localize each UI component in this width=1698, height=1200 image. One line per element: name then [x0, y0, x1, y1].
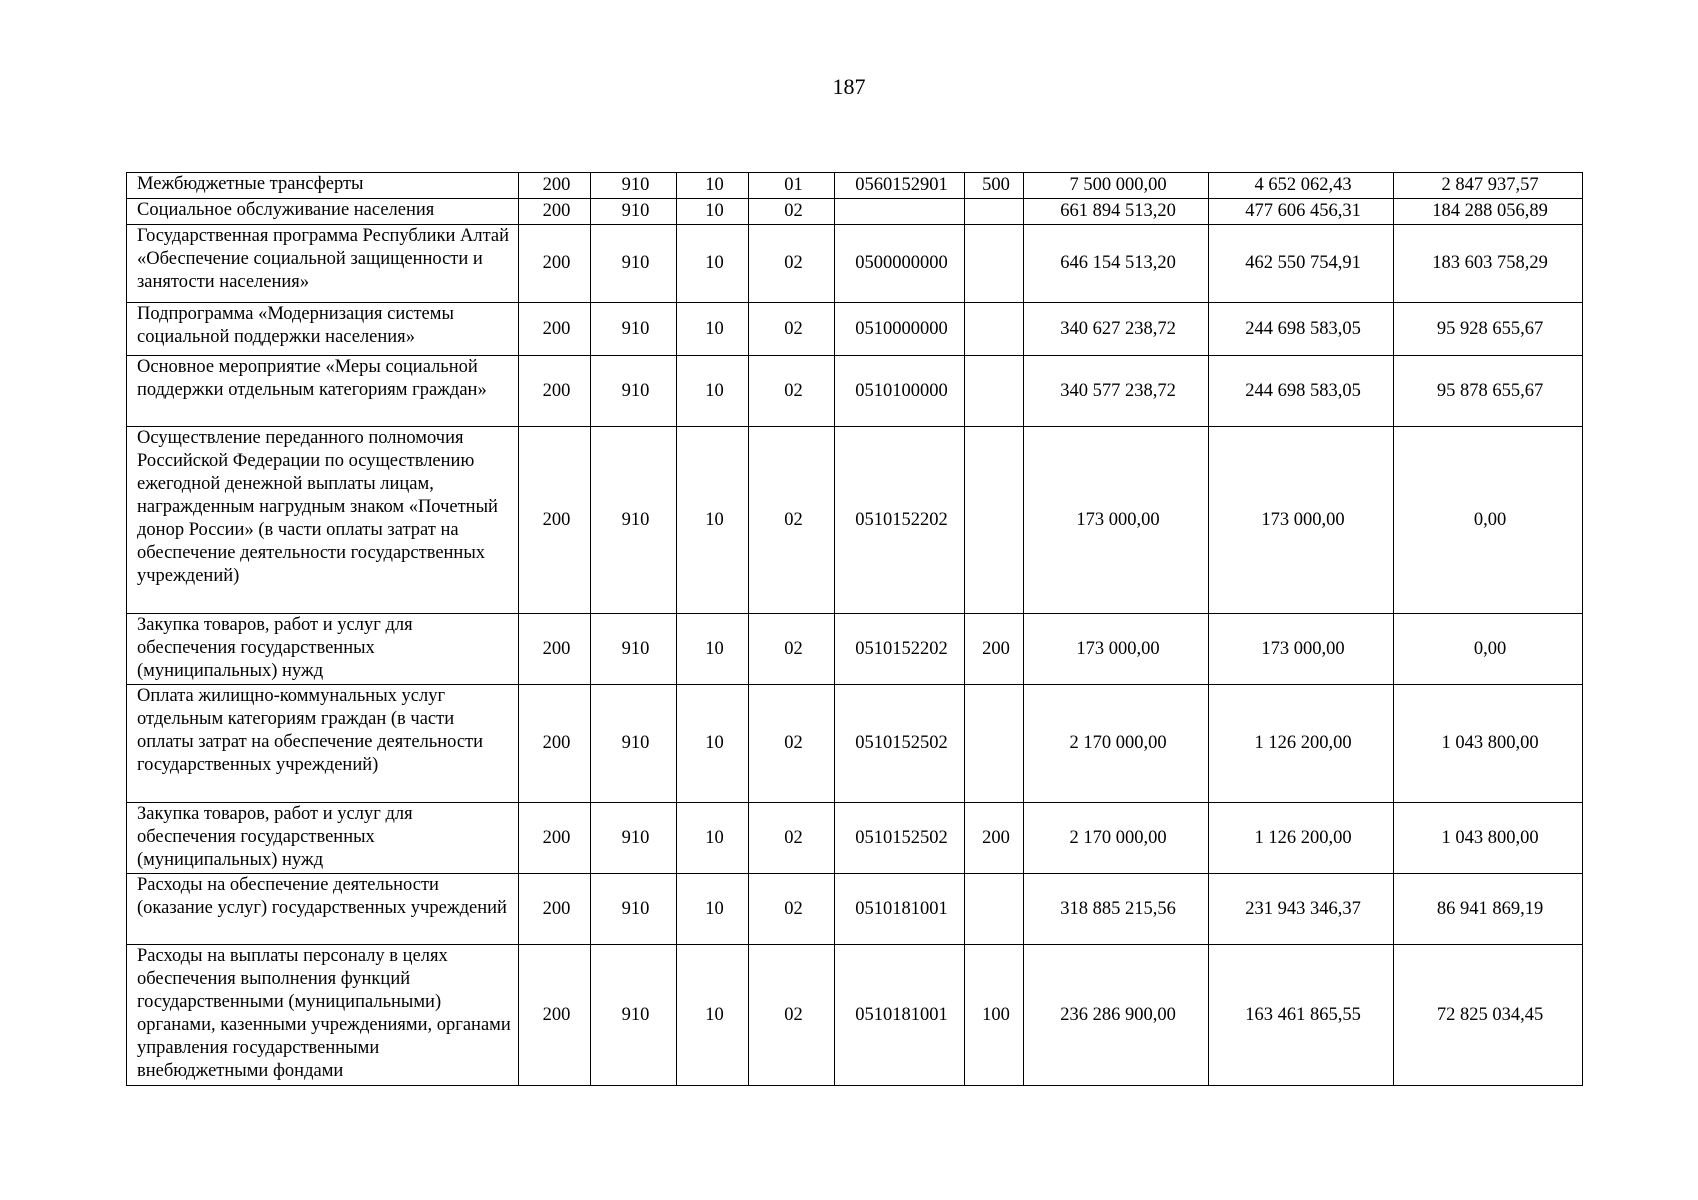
row-name: Осуществление переданного полномочия Российской Федерации по осуществлению ежегодной денежной выплаты лицам, награжденным нагрудным знаком «Почетный донор России» (в части оплаты затрат на обеспечение деятельности государственных учреждений): [127, 427, 519, 614]
cell-code-4: 02: [749, 614, 835, 685]
cell-value-3: 95 928 655,67: [1394, 303, 1583, 356]
cell-value-1: 661 894 513,20: [1024, 199, 1209, 225]
cell-value-2: 244 698 583,05: [1209, 303, 1394, 356]
cell-code-6: [965, 427, 1024, 614]
cell-value-1: 340 577 238,72: [1024, 356, 1209, 427]
cell-code-2: 910: [591, 685, 677, 803]
table-row: [127, 874, 1583, 945]
cell-code-1: 200: [519, 427, 591, 614]
cell-code-5: 0510100000: [835, 356, 965, 427]
cell-code-6: [965, 303, 1024, 356]
cell-code-6: [965, 874, 1024, 945]
table-row: [127, 685, 1583, 803]
cell-value-3: 86 941 869,19: [1394, 874, 1583, 945]
page-number: 187: [832, 74, 866, 99]
cell-value-3: 2 847 937,57: [1394, 173, 1583, 199]
cell-value-3: 184 288 056,89: [1394, 199, 1583, 225]
cell-value-1: 236 286 900,00: [1024, 945, 1209, 1086]
cell-code-3: 10: [677, 945, 749, 1086]
cell-code-2: 910: [591, 303, 677, 356]
row-name: Оплата жилищно-коммунальных услуг отдельным категориям граждан (в части оплаты затрат на обеспечение деятельности государственных учреждений): [127, 685, 519, 803]
cell-code-2: 910: [591, 803, 677, 874]
cell-code-3: 10: [677, 199, 749, 225]
cell-code-4: 02: [749, 356, 835, 427]
cell-value-2: 231 943 346,37: [1209, 874, 1394, 945]
cell-code-4: 02: [749, 199, 835, 225]
cell-code-5: 0510152202: [835, 427, 965, 614]
cell-value-2: 462 550 754,91: [1209, 225, 1394, 303]
cell-code-2: 910: [591, 945, 677, 1086]
cell-code-5: [835, 199, 965, 225]
cell-value-3: 0,00: [1394, 427, 1583, 614]
cell-value-1: 173 000,00: [1024, 614, 1209, 685]
cell-code-1: 200: [519, 225, 591, 303]
row-name: Социальное обслуживание населения: [127, 199, 519, 225]
cell-code-6: 200: [965, 614, 1024, 685]
cell-code-4: 02: [749, 685, 835, 803]
cell-code-4: 02: [749, 874, 835, 945]
table-row: [127, 173, 1583, 199]
cell-code-2: 910: [591, 427, 677, 614]
cell-code-1: 200: [519, 685, 591, 803]
table-row: [127, 427, 1583, 614]
cell-code-1: 200: [519, 614, 591, 685]
cell-code-5: 0510000000: [835, 303, 965, 356]
cell-code-3: 10: [677, 303, 749, 356]
cell-value-3: 1 043 800,00: [1394, 685, 1583, 803]
cell-code-5: 0500000000: [835, 225, 965, 303]
row-name: Расходы на обеспечение деятельности (оказание услуг) государственных учреждений: [127, 874, 519, 945]
cell-code-6: [965, 199, 1024, 225]
cell-code-3: 10: [677, 685, 749, 803]
budget-table: [126, 172, 1583, 1086]
cell-value-1: 7 500 000,00: [1024, 173, 1209, 199]
row-name: Закупка товаров, работ и услуг для обеспечения государственных (муниципальных) нужд: [127, 614, 519, 685]
cell-code-1: 200: [519, 874, 591, 945]
cell-value-2: 173 000,00: [1209, 427, 1394, 614]
cell-code-6: 100: [965, 945, 1024, 1086]
cell-code-4: 02: [749, 945, 835, 1086]
cell-value-1: 318 885 215,56: [1024, 874, 1209, 945]
table-row: [127, 225, 1583, 303]
cell-code-6: [965, 225, 1024, 303]
cell-value-1: 173 000,00: [1024, 427, 1209, 614]
cell-value-3: 72 825 034,45: [1394, 945, 1583, 1086]
cell-value-2: 1 126 200,00: [1209, 803, 1394, 874]
row-name: Закупка товаров, работ и услуг для обеспечения государственных (муниципальных) нужд: [127, 803, 519, 874]
cell-code-4: 02: [749, 427, 835, 614]
row-name: Подпрограмма «Модернизация системы социальной поддержки населения»: [127, 303, 519, 356]
cell-value-2: 163 461 865,55: [1209, 945, 1394, 1086]
cell-code-3: 10: [677, 225, 749, 303]
cell-value-2: 4 652 062,43: [1209, 173, 1394, 199]
cell-code-1: 200: [519, 803, 591, 874]
cell-value-2: 477 606 456,31: [1209, 199, 1394, 225]
cell-value-1: 646 154 513,20: [1024, 225, 1209, 303]
cell-code-3: 10: [677, 173, 749, 199]
cell-code-4: 02: [749, 303, 835, 356]
cell-code-3: 10: [677, 356, 749, 427]
cell-code-2: 910: [591, 356, 677, 427]
cell-value-2: 173 000,00: [1209, 614, 1394, 685]
table-row: [127, 356, 1583, 427]
row-name: Расходы на выплаты персоналу в целях обеспечения выполнения функций государственными (муниципальными) органами, казенными учреждениями, органами управления государственными внебюджетными фондами: [127, 945, 519, 1086]
cell-code-4: 02: [749, 803, 835, 874]
cell-code-6: [965, 356, 1024, 427]
cell-code-1: 200: [519, 303, 591, 356]
cell-code-6: [965, 685, 1024, 803]
cell-code-5: 0510152502: [835, 685, 965, 803]
cell-value-3: 1 043 800,00: [1394, 803, 1583, 874]
table-row: [127, 199, 1583, 225]
cell-code-2: 910: [591, 173, 677, 199]
cell-value-1: 2 170 000,00: [1024, 803, 1209, 874]
cell-code-5: 0510181001: [835, 874, 965, 945]
cell-code-3: 10: [677, 614, 749, 685]
cell-code-2: 910: [591, 199, 677, 225]
table-row: [127, 945, 1583, 1086]
cell-value-1: 340 627 238,72: [1024, 303, 1209, 356]
row-name: Межбюджетные трансферты: [127, 173, 519, 199]
cell-code-2: 910: [591, 874, 677, 945]
cell-code-5: 0560152901: [835, 173, 965, 199]
row-name: Государственная программа Республики Алтай «Обеспечение социальной защищенности и занятости населения»: [127, 225, 519, 303]
cell-code-3: 10: [677, 874, 749, 945]
cell-code-4: 02: [749, 225, 835, 303]
cell-value-3: 95 878 655,67: [1394, 356, 1583, 427]
cell-code-4: 01: [749, 173, 835, 199]
cell-code-1: 200: [519, 945, 591, 1086]
cell-code-2: 910: [591, 614, 677, 685]
cell-code-6: 500: [965, 173, 1024, 199]
cell-code-6: 200: [965, 803, 1024, 874]
table-row: [127, 614, 1583, 685]
cell-code-3: 10: [677, 803, 749, 874]
cell-code-1: 200: [519, 199, 591, 225]
cell-code-1: 200: [519, 173, 591, 199]
row-name: Основное мероприятие «Меры социальной поддержки отдельным категориям граждан»: [127, 356, 519, 427]
cell-code-5: 0510152502: [835, 803, 965, 874]
cell-code-3: 10: [677, 427, 749, 614]
table-row: [127, 303, 1583, 356]
table-row: [127, 803, 1583, 874]
cell-value-2: 1 126 200,00: [1209, 685, 1394, 803]
cell-value-3: 183 603 758,29: [1394, 225, 1583, 303]
cell-code-2: 910: [591, 225, 677, 303]
cell-code-1: 200: [519, 356, 591, 427]
cell-value-3: 0,00: [1394, 614, 1583, 685]
cell-value-2: 244 698 583,05: [1209, 356, 1394, 427]
cell-value-1: 2 170 000,00: [1024, 685, 1209, 803]
cell-code-5: 0510181001: [835, 945, 965, 1086]
cell-code-5: 0510152202: [835, 614, 965, 685]
